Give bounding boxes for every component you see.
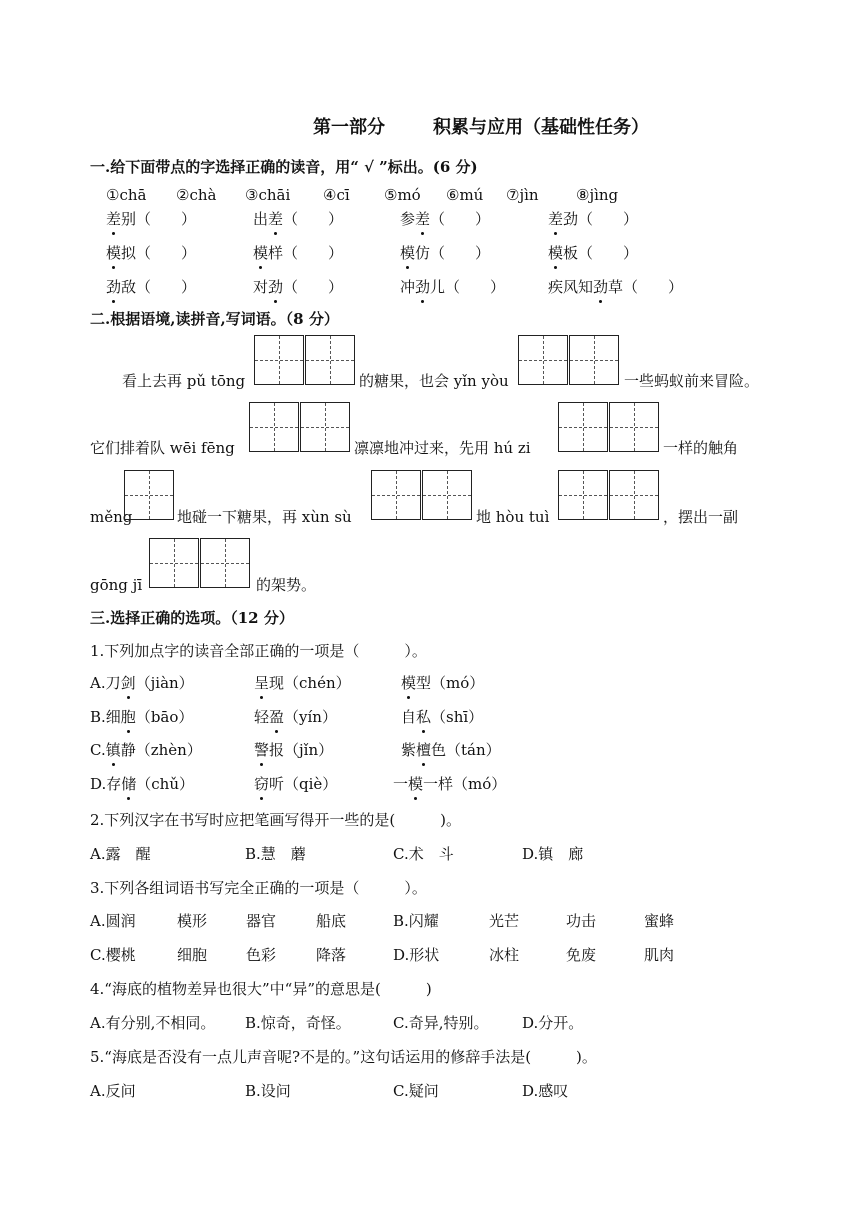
dotted-char: 窃 xyxy=(254,775,270,793)
choice-word: 降落 xyxy=(316,946,347,964)
dotted-char: 差 xyxy=(106,210,122,228)
choice-word: 模形 xyxy=(177,912,208,930)
q1-item[interactable]: 模样（ ） xyxy=(253,244,344,262)
choice-option[interactable]: C.镇静（zhèn） xyxy=(90,741,202,759)
dotted-char: 差 xyxy=(415,210,431,228)
choice-option[interactable]: A.露 醒 xyxy=(90,845,151,863)
q3-stem: 3.下列各组词语书写完全正确的一项是（ ）。 xyxy=(90,879,427,897)
choice-word: 自私（shī） xyxy=(401,708,484,726)
q1-option: ③chāi xyxy=(245,186,291,204)
choice-word: 功击 xyxy=(566,912,597,930)
writing-cell[interactable] xyxy=(422,470,472,520)
dotted-char: 模 xyxy=(401,674,417,692)
choice-word: 免废 xyxy=(566,946,597,964)
dotted-char: 模 xyxy=(408,775,424,793)
dotted-char: 胞 xyxy=(120,708,136,726)
choice-option[interactable]: C.术 斗 xyxy=(393,845,454,863)
writing-cell[interactable] xyxy=(249,402,299,452)
q1-item[interactable]: 对劲（ ） xyxy=(253,278,344,296)
q1-item[interactable]: 模仿（ ） xyxy=(400,244,491,262)
q1-option: ⑤mó xyxy=(384,186,421,204)
q1-item[interactable]: 冲劲儿（ ） xyxy=(400,278,506,296)
writing-cell[interactable] xyxy=(305,335,355,385)
dotted-char: 模 xyxy=(548,244,564,262)
choice-option[interactable]: C.樱桃 xyxy=(90,946,136,964)
writing-grid[interactable] xyxy=(518,335,620,385)
writing-grid[interactable] xyxy=(371,470,473,520)
writing-cell[interactable] xyxy=(558,470,608,520)
dotted-char: 呈 xyxy=(254,674,270,692)
writing-cell[interactable] xyxy=(569,335,619,385)
q1-item[interactable]: 模板（ ） xyxy=(548,244,639,262)
q1-option: ②chà xyxy=(176,186,217,204)
writing-grid[interactable] xyxy=(124,470,175,520)
choice-word: 一模一样（mó） xyxy=(393,775,507,793)
choice-option[interactable]: B.细胞（bāo） xyxy=(90,708,194,726)
dotted-char: 檀 xyxy=(416,741,432,759)
dotted-char: 劲 xyxy=(415,278,431,296)
choice-option[interactable]: B.闪耀 xyxy=(393,912,439,930)
writing-cell[interactable] xyxy=(371,470,421,520)
writing-cell[interactable] xyxy=(558,402,608,452)
page-title: 积累与应用（基础性任务） xyxy=(433,117,649,138)
choice-word: 窃听（qiè） xyxy=(254,775,338,793)
q2-text: 凛凛地冲过来，先用 hú zi xyxy=(354,439,531,457)
q1-option: ⑦jìn xyxy=(506,186,539,204)
q3-stem: 5.“海底是否没有一点儿声音呢?不是的。”这句话运用的修辞手法是( )。 xyxy=(90,1048,597,1066)
choice-option[interactable]: C.疑问 xyxy=(393,1082,439,1100)
part-label: 第一部分 xyxy=(313,117,385,138)
choice-option[interactable]: B.惊奇，奇怪。 xyxy=(245,1014,351,1032)
dotted-char: 储 xyxy=(121,775,137,793)
writing-cell[interactable] xyxy=(254,335,304,385)
writing-grid[interactable] xyxy=(149,538,251,588)
writing-cell[interactable] xyxy=(149,538,199,588)
choice-word: 呈现（chén） xyxy=(254,674,351,692)
choice-word: 蜜蜂 xyxy=(644,912,675,930)
choice-word: 光芒 xyxy=(489,912,520,930)
writing-grid[interactable] xyxy=(249,402,351,452)
choice-word: 器官 xyxy=(246,912,277,930)
dotted-char: 差 xyxy=(548,210,564,228)
choice-word: 船底 xyxy=(316,912,347,930)
choice-word: 轻盈（yín） xyxy=(254,708,337,726)
q2-text: 的糖果，也会 yǐn yòu xyxy=(359,372,509,390)
dotted-char: 劲 xyxy=(268,278,284,296)
writing-grid[interactable] xyxy=(558,402,660,452)
choice-word: 警报（jǐn） xyxy=(254,741,334,759)
q2-text: 它们排着队 wēi fēng xyxy=(90,439,235,457)
q1-option: ④cī xyxy=(323,186,350,204)
dotted-char: 镇 xyxy=(105,741,121,759)
dotted-char: 盈 xyxy=(269,708,285,726)
q1-item[interactable]: 模拟（ ） xyxy=(106,244,197,262)
q1-heading: 一.给下面带点的字选择正确的读音，用“ √ ”标出。(6 分) xyxy=(90,158,478,176)
dotted-char: 劲 xyxy=(106,278,122,296)
q1-item[interactable]: 疾风知劲草（ ） xyxy=(548,278,684,296)
q1-option: ⑧jìng xyxy=(576,186,619,204)
choice-word: 紫檀色（tán） xyxy=(401,741,501,759)
q1-item[interactable]: 差劲（ ） xyxy=(548,210,639,228)
dotted-char: 模 xyxy=(253,244,269,262)
q3-stem: 1.下列加点字的读音全部正确的一项是（ ）。 xyxy=(90,642,427,660)
choice-word: 肌肉 xyxy=(644,946,675,964)
choice-word: 模型（mó） xyxy=(401,674,485,692)
q1-item[interactable]: 参差（ ） xyxy=(400,210,491,228)
q2-text: 一样的触角 xyxy=(663,439,739,457)
q1-item[interactable]: 出差（ ） xyxy=(253,210,344,228)
dotted-char: 私 xyxy=(416,708,432,726)
dotted-char: 剑 xyxy=(120,674,136,692)
choice-word: 冰柱 xyxy=(489,946,520,964)
q2-text: 看上去再 pǔ tōng xyxy=(122,372,246,390)
dotted-char: 劲 xyxy=(593,278,609,296)
q2-text: ，摆出一副 xyxy=(663,508,739,526)
choice-option[interactable]: A.反问 xyxy=(90,1082,136,1100)
choice-option[interactable]: A.刀剑（jiàn） xyxy=(90,674,194,692)
q2-text: 地碰一下糖果，再 xùn sù xyxy=(177,508,352,526)
dotted-char: 差 xyxy=(268,210,284,228)
choice-word: 色彩 xyxy=(246,946,277,964)
choice-option[interactable]: B.设问 xyxy=(245,1082,291,1100)
q3-heading: 三.选择正确的选项。（12 分） xyxy=(90,609,294,627)
choice-option[interactable]: B.慧 蘑 xyxy=(245,845,306,863)
writing-cell[interactable] xyxy=(124,470,174,520)
writing-grid[interactable] xyxy=(254,335,356,385)
choice-word: 细胞 xyxy=(177,946,208,964)
writing-cell[interactable] xyxy=(200,538,250,588)
q1-item[interactable]: 劲敌（ ） xyxy=(106,278,197,296)
dotted-char: 模 xyxy=(400,244,416,262)
q1-option: ⑥mú xyxy=(446,186,484,204)
writing-grid[interactable] xyxy=(558,470,660,520)
choice-option[interactable]: D.分开。 xyxy=(522,1014,584,1032)
writing-cell[interactable] xyxy=(518,335,568,385)
q3-stem: 4.“海底的植物差异也很大”中“异”的意思是( ) xyxy=(90,980,432,998)
q2-text: 的架势。 xyxy=(256,576,317,594)
q3-stem: 2.下列汉字在书写时应把笔画写得开一些的是( )。 xyxy=(90,811,462,829)
choice-option[interactable]: D.镇 廊 xyxy=(522,845,584,863)
dotted-char: 模 xyxy=(106,244,122,262)
writing-cell[interactable] xyxy=(609,470,659,520)
choice-option[interactable]: D.存储（chǔ） xyxy=(90,775,195,793)
q2-text: měng xyxy=(90,508,133,526)
q1-item[interactable]: 差别（ ） xyxy=(106,210,197,228)
choice-option[interactable]: A.圆润 xyxy=(90,912,136,930)
q2-heading: 二.根据语境,读拼音,写词语。（8 分） xyxy=(90,310,339,328)
q2-text: 地 hòu tuì xyxy=(476,508,550,526)
choice-option[interactable]: D.感叹 xyxy=(522,1082,569,1100)
q1-option: ①chā xyxy=(106,186,147,204)
writing-cell[interactable] xyxy=(609,402,659,452)
choice-option[interactable]: A.有分别,不相同。 xyxy=(90,1014,216,1032)
choice-option[interactable]: C.奇异,特别。 xyxy=(393,1014,489,1032)
q2-text: 一些蚂蚁前来冒险。 xyxy=(624,372,760,390)
q2-text: gōng jī xyxy=(90,576,143,594)
dotted-char: 警 xyxy=(254,741,270,759)
choice-option[interactable]: D.形状 xyxy=(393,946,440,964)
writing-cell[interactable] xyxy=(300,402,350,452)
